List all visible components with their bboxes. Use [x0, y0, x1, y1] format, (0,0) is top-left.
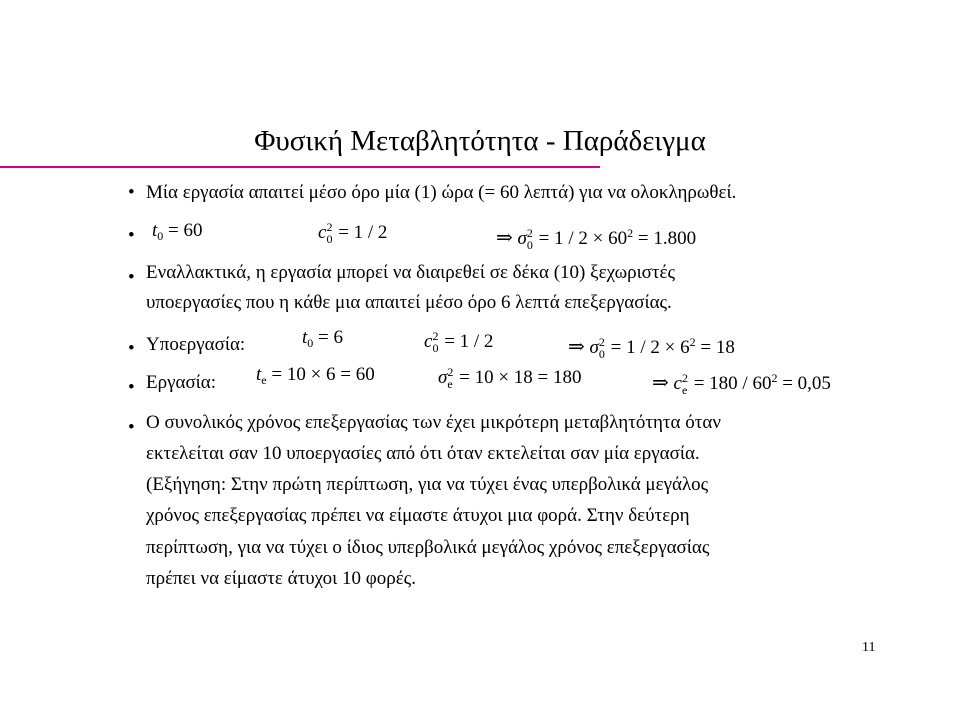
- slide-title: Φυσική Μεταβλητότητα - Παράδειγμα: [254, 125, 706, 157]
- bullet-marker: •: [128, 338, 135, 359]
- implies-arrow-icon: ⇒: [568, 336, 585, 358]
- bullet-marker: •: [128, 377, 135, 398]
- formula-c2-row2-expr: = 1 / 2: [444, 331, 494, 352]
- formula-t0-row2-expr: = 6: [318, 327, 343, 348]
- formula-c2-row3-expr: = 180 / 60: [693, 373, 772, 394]
- bullet-5-label: Εργασία:: [146, 372, 217, 393]
- formula-te-row3-expr: = 10 × 6 = 60: [271, 364, 375, 385]
- implies-arrow-icon: ⇒: [496, 227, 513, 249]
- formula-sigma-row1-expr: = 1 / 2 × 60: [538, 228, 628, 249]
- page-number: 11: [862, 640, 876, 655]
- implies-arrow-icon: ⇒: [652, 372, 669, 394]
- formula-sigma-row2: ⇒ σ 2 0 = $1 / 2 \times 6^2 = 18$: [568, 335, 735, 361]
- bullet-marker: •: [128, 182, 135, 203]
- bullet-6-line-4: χρόνος επεξεργασίας πρέπει να είμαστε άτυχοι μια φορά. Στην δεύτερη: [146, 505, 690, 526]
- bullet-6-line-1: Ο συνολικός χρόνος επεξεργασίας των έχει μικρότερη μεταβλητότητα όταν: [146, 412, 721, 433]
- formula-sigma-row1-tail: = 1.800: [637, 228, 697, 249]
- bullet-marker: •: [128, 225, 135, 246]
- bullet-4-label: Υποεργασία:: [146, 334, 246, 355]
- bullet-marker: •: [128, 417, 135, 438]
- bullet-3-line-1: Εναλλακτικά, η εργασία μπορεί να διαιρεθεί σε δέκα (10) ξεχωριστές: [146, 262, 676, 283]
- formula-te-row3: $t_e = 10 \times 6 = 60$: [256, 364, 375, 387]
- bullet-3-line-2: υποεργασίες που η κάθε μια απαιτεί μέσο όρο 6 λεπτά επεξεργασίας.: [146, 292, 672, 313]
- formula-t0-row2: $t_0 = 6$: [302, 327, 343, 350]
- bullet-1-line-1: Μία εργασία απαιτεί μέσο όρο μία (1) ώρα (= 60 λεπτά) για να ολοκληρωθεί.: [146, 182, 737, 203]
- formula-c2-row1: c 2 0 = 1 / 2: [318, 220, 388, 246]
- formula-sigma-row1: ⇒ σ 2 0 = $1 / 2 \times 60^2 = 1.800$: [496, 226, 697, 252]
- formula-sigma-row3-expr: = 10 × 18 = 180: [459, 367, 582, 388]
- formula-c2-row2: c 2 0 = 1 / 2: [424, 329, 494, 355]
- formula-sigma-row2-tail: = 18: [700, 337, 735, 358]
- bullet-6-line-3: (Εξήγηση: Στην πρώτη περίπτωση, για να τύχει ένας υπερβολικά μεγάλος: [146, 474, 709, 495]
- formula-sigma-row3: σ 2 e = 10 × 18 = 180: [438, 365, 582, 391]
- formula-c2-row3: ⇒ c 2 e = $180 / 60^2 = 0,05$: [652, 371, 831, 397]
- formula-c2-row1-expr: = 1 / 2: [338, 222, 388, 243]
- formula-c2-row3-tail: = 0,05: [782, 373, 831, 394]
- bullet-marker: •: [128, 267, 135, 288]
- bullet-6-line-5: περίπτωση, για να τύχει ο ίδιος υπερβολικά μεγάλος χρόνος επεξεργασίας: [146, 537, 710, 558]
- bullet-6-line-6: πρέπει να είμαστε άτυχοι 10 φορές.: [146, 568, 416, 589]
- formula-t0-row1-expr: = 60: [168, 220, 203, 241]
- formula-sigma-row2-expr: = 1 / 2 × 6: [610, 337, 690, 358]
- bullet-6-line-2: εκτελείται σαν 10 υποεργασίες από ότι όταν εκτελείται σαν μία εργασία.: [146, 443, 700, 464]
- title-underline: [0, 166, 600, 168]
- formula-t0-row1: $t_0 = 60$: [152, 220, 203, 243]
